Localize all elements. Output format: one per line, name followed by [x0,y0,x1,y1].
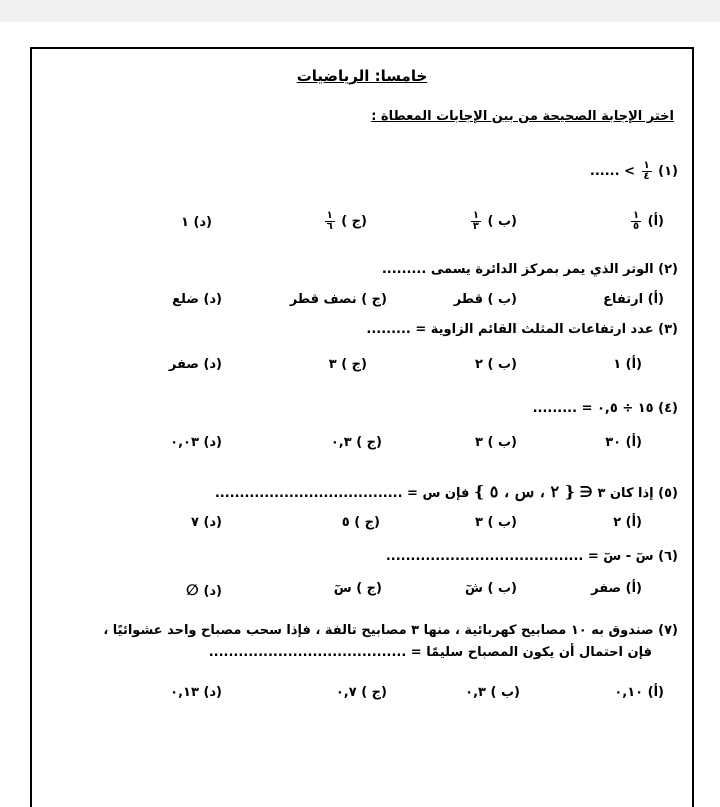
option-c[interactable]: (ج ) ٠,٣ [330,435,382,450]
question-stem-text: سٓ - سٓ = ........................................ [385,549,654,564]
option-b[interactable]: (ب ) قطر [453,292,517,307]
question-stem-text: فإن س = ...................................... [214,486,470,501]
option-c[interactable]: (ج ) ٣ [328,357,367,372]
question-stem-text: عدد ارتفاعات المثلث القائم الزاوية = ......... [366,322,654,337]
option-d[interactable]: (د) ١ [180,215,212,230]
question-number: (٧) [658,623,678,638]
viewer-top-bar [0,0,720,22]
empty-set-icon: ∅ [186,581,199,599]
option-a[interactable]: (أ) ١ [613,357,642,372]
option-a[interactable]: (أ) صفر [591,581,642,596]
question-7-stem [103,623,678,638]
fraction: $\frac{١}{٦}$ [326,210,333,232]
question-6-stem [386,549,678,564]
option-a[interactable]: (أ) ٢ [613,515,642,530]
question-number: (١) [658,164,678,179]
option-b[interactable]: (ب ) $\frac{١}{٣}$ [472,210,517,232]
question-stem-text: > ...... [589,164,635,179]
option-a[interactable]: (أ) $\frac{١}{٥}$ [633,210,664,232]
element-of-symbol: ∈ [579,483,593,501]
option-c[interactable]: (ج ) $\frac{١}{٦}$ [326,210,367,232]
question-number: (٤) [658,401,678,416]
question-number: (٦) [658,549,678,564]
exam-sheet [30,47,694,807]
option-a[interactable]: (أ) ارتفاع [603,292,664,307]
option-b[interactable]: (ب ) ٢ [475,357,517,372]
question-7-stem-line2: فإن احتمال أن يكون المصباح سليمًا = ........................................ [208,645,652,660]
option-c[interactable]: (ج ) ٥ [341,515,380,530]
fraction: $\frac{١}{٥}$ [633,210,640,232]
option-d[interactable]: (د) ضلع [172,292,222,307]
option-d[interactable]: (د) ٠,١٣ [170,685,222,700]
fraction: $\frac{١}{٣}$ [472,210,479,232]
question-number: (٥) [658,486,678,501]
option-c[interactable]: (ج ) سٓ [333,581,382,596]
option-b[interactable]: (ب ) ٣ [475,515,517,530]
option-a[interactable]: (أ) ٣٠ [605,435,642,450]
fraction: $\frac{١}{٤}$ [643,160,650,182]
question-stem-text: صندوق به ١٠ مصابيح كهربائية ، منها ٣ مصابيح تالفة ، فإذا سحب مصباح واحد عشوائيًا ، [103,623,654,638]
question-stem-text: إذا كان ٣ [597,486,654,501]
option-c[interactable]: (ج ) نصف قطر [289,292,387,307]
option-d[interactable]: (د) صفر [168,357,222,372]
question-4-stem [533,401,678,416]
set-expression: { ٢ ، س ، ٥ } [473,482,575,501]
option-c[interactable]: (ج ) ٠,٧ [335,685,387,700]
question-2-stem [382,262,678,277]
option-d[interactable]: (د) ٠,٠٣ [170,435,222,450]
question-5-stem [215,482,678,501]
option-b[interactable]: (ب ) ٠,٣ [465,685,520,700]
question-1-stem [590,161,678,182]
option-d[interactable]: (د) ٧ [190,515,222,530]
option-a[interactable]: (أ) ٠,١٠ [614,685,664,700]
instructions: اختر الإجابة الصحيحة من بين الإجابات المعطاة : [371,109,674,124]
question-number: (٢) [658,262,678,277]
option-d[interactable]: (د) ∅ [186,581,222,599]
option-b[interactable]: (ب ) ٣ [475,435,517,450]
option-b[interactable]: (ب ) شٓ [465,581,517,596]
section-title: خامسا: الرياضيات [296,67,428,85]
question-3-stem [366,322,678,337]
question-stem-text: الوتر الذي يمر بمركز الدائرة يسمى ......... [381,262,654,277]
question-number: (٣) [658,322,678,337]
question-stem-text: ١٥ ÷ ٠,٥ = ......... [532,401,654,416]
